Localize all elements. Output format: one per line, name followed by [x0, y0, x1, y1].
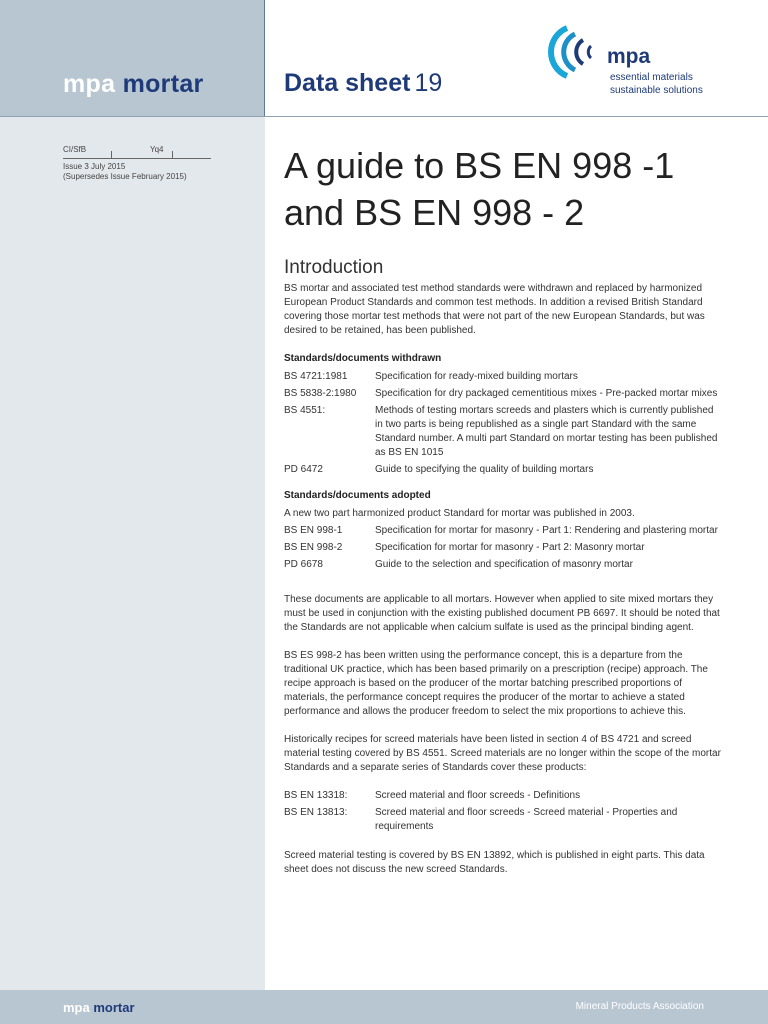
supersedes-note: (Supersedes Issue February 2015)	[63, 172, 187, 181]
standard-code: BS 5838-2:1980	[284, 388, 357, 399]
standard-desc: Specification for ready-mixed building mortars	[375, 371, 578, 382]
standard-desc: Specification for mortar for masonry - Part 2: Masonry mortar	[375, 542, 645, 553]
screed-testing-paragraph: Screed material testing is covered by BS EN 13892, which is published in eight parts. This data sheet does not discuss the new screed Standards.	[284, 850, 705, 875]
cisfb-tick	[111, 151, 112, 159]
mpa-logo-icon	[545, 24, 605, 80]
mpa-logo	[545, 24, 725, 104]
standard-code: BS 4551:	[284, 405, 326, 416]
cisfb-label: CI/SfB	[63, 145, 87, 154]
logo-wordmark: mpa	[607, 45, 651, 68]
data-sheet-number: 19	[414, 69, 443, 97]
brand-label	[63, 70, 204, 99]
intro-paragraph: BS mortar and associated test method standards were withdrawn and replaced by harmonized European Product Standards and common test methods. In addition a revised British Standard covering those mortar test methods that were not part of the new European Standards, but was desired to be retained, has been published.	[284, 283, 705, 336]
standard-row	[284, 541, 724, 555]
brand-word-mpa: mpa	[63, 70, 116, 98]
standard-row	[284, 789, 724, 803]
standard-code: BS EN 998-1	[284, 525, 343, 536]
standard-code: BS 4721:1981	[284, 371, 348, 382]
applicability-paragraph: These documents are applicable to all mortars. However when applied to site mixed mortars they must be used in conjunction with the existing published document PB 6697. It should be noted that the Standards are not applicable when calcium sulfate is used as the principal binding agent.	[284, 594, 720, 633]
standard-row	[284, 387, 724, 401]
title-line-2: and BS EN 998 - 2	[284, 192, 585, 233]
data-sheet-label	[284, 69, 442, 98]
adopted-heading: Standards/documents adopted	[284, 490, 431, 501]
footer-brand	[63, 1000, 135, 1015]
standard-row	[284, 558, 724, 572]
screed-history-paragraph: Historically recipes for screed materials have been listed in section 4 of BS 4721 and screed material testing covered by BS 4551. Screed materials are no longer within the scope of the mortar Standards and a separate series of Standards cover these products:	[284, 734, 721, 773]
brand-word-mortar: mortar	[122, 70, 204, 98]
standard-code: PD 6678	[284, 559, 323, 570]
adopted-list	[284, 524, 724, 572]
adopted-intro: A new two part harmonized product Standard for mortar was published in 2003.	[284, 508, 635, 519]
introduction-heading: Introduction	[284, 257, 384, 278]
standard-row	[284, 404, 724, 460]
standard-desc: Screed material and floor screeds - Definitions	[375, 790, 581, 801]
standard-code: BS EN 13318:	[284, 790, 348, 801]
standard-code: BS EN 998-2	[284, 542, 343, 553]
header-rule	[0, 116, 768, 117]
title-line-1: A guide to BS EN 998 -1	[284, 145, 675, 186]
header-band	[0, 0, 265, 117]
cisfb-tick	[172, 151, 173, 159]
standard-desc: Specification for mortar for masonry - Part 1: Rendering and plastering mortar	[375, 525, 718, 536]
standard-desc: Specification for dry packaged cementitious mixes - Pre-packed mortar mixes	[375, 388, 718, 399]
standard-row	[284, 370, 724, 384]
standard-row	[284, 463, 724, 477]
footer-brand-mortar: mortar	[93, 1000, 135, 1015]
logo-tagline-2: sustainable solutions	[610, 85, 703, 96]
standard-row	[284, 806, 724, 834]
withdrawn-heading: Standards/documents withdrawn	[284, 353, 442, 364]
standard-code: PD 6472	[284, 464, 323, 475]
logo-tagline-1: essential materials	[610, 72, 693, 83]
issue-date: Issue 3 July 2015	[63, 162, 126, 171]
document-title	[284, 142, 754, 236]
withdrawn-list	[284, 370, 724, 477]
performance-paragraph: BS ES 998-2 has been written using the performance concept, this is a departure from the traditional UK practice, which has been based primarily on a prescription (recipe) approach. The recipe approach is based on the producer of the mortar batching prescribed proportions of materials, the performance concept requires the producer of the mortar to achieve a stated performance and allows the producer freedom to select the mix proportions to achieve this.	[284, 650, 708, 717]
data-sheet-text: Data sheet	[284, 69, 411, 97]
sidebar-panel	[0, 117, 265, 990]
footer-brand-mpa: mpa	[63, 1000, 90, 1015]
main-content	[284, 256, 724, 891]
standard-row	[284, 524, 724, 538]
standard-desc: Guide to specifying the quality of building mortars	[375, 464, 594, 475]
standard-desc: Screed material and floor screeds - Screed material - Properties and requirements	[375, 807, 678, 832]
cisfb-box	[63, 145, 211, 159]
standard-desc: Guide to the selection and specification of masonry mortar	[375, 559, 633, 570]
footer-organisation: Mineral Products Association	[575, 1001, 704, 1012]
header-divider	[264, 0, 265, 117]
standard-code: BS EN 13813:	[284, 807, 348, 818]
cisfb-code: Yq4	[150, 145, 164, 154]
standard-desc: Methods of testing mortars screeds and plasters which is currently published in two parts is being republished as a single part Standard with the same Standard number. A multi part Standard on mortar testing has been published as BS EN 1015	[375, 405, 718, 458]
footer-band	[0, 990, 768, 1024]
issue-info	[63, 162, 187, 182]
screed-list	[284, 789, 724, 834]
